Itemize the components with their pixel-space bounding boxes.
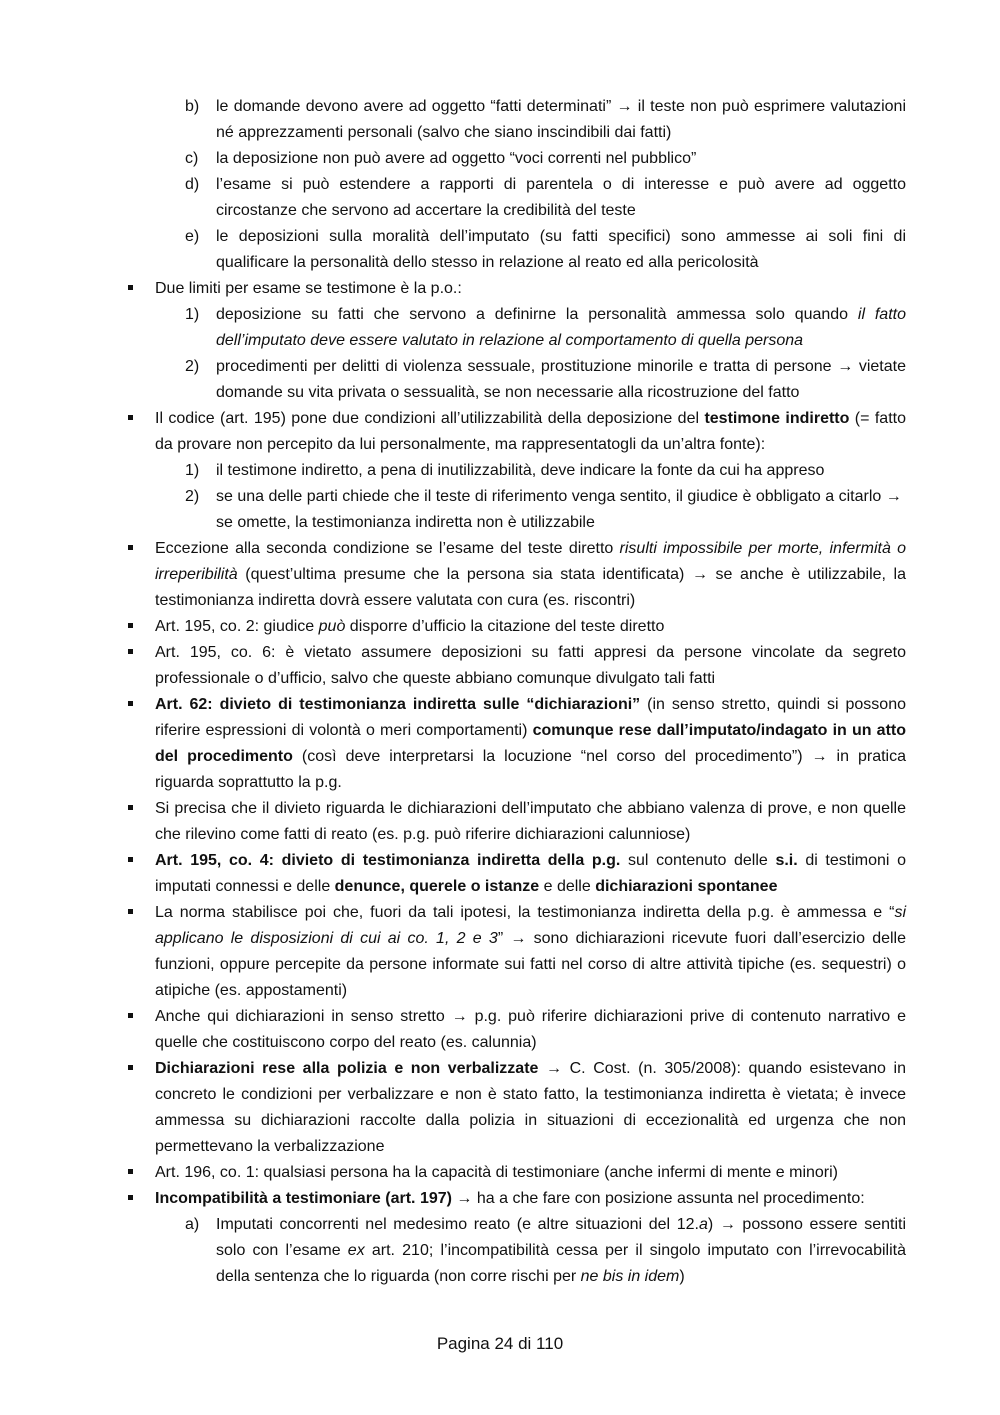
list-item-d: d) l’esame si può estendere a rapporti di parentela o di interesse e può avere ad oggetto circostanze che servono ad accertare la credibilità del teste bbox=[155, 172, 906, 224]
square-bullet-icon bbox=[128, 623, 133, 628]
square-bullet-icon bbox=[128, 1065, 133, 1070]
arrow-icon: → bbox=[837, 358, 854, 375]
list-item-2: 2) se una delle parti chiede che il teste di riferimento venga sentito, il giudice è obbligato a citarlo → se omette, la testimonianza indiretta non è utilizzabile bbox=[155, 484, 906, 536]
square-bullet-icon bbox=[128, 909, 133, 914]
list-item-e: e) le deposizioni sulla moralità dell’imputato (su fatti specifici) sono ammesse ai soli fini di qualificare la personalità dello stesso in relazione al reato ed alla pericolosità bbox=[155, 224, 906, 276]
square-bullet-icon bbox=[128, 415, 133, 420]
arrow-icon: → bbox=[885, 488, 902, 505]
list-marker: 2) bbox=[185, 488, 200, 505]
arrow-icon: → bbox=[456, 1190, 473, 1207]
bullet-item: Art. 195, co. 4: divieto di testimonianza indiretta della p.g. sul contenuto delle s.i. di testimoni o imputati connessi e delle denunce, querele o istanze e delle dichiarazioni spontanee bbox=[155, 848, 906, 900]
arrow-icon: → bbox=[510, 930, 527, 947]
list-marker: 1) bbox=[185, 462, 200, 479]
arrow-icon: → bbox=[451, 1008, 468, 1025]
square-bullet-icon bbox=[128, 1195, 133, 1200]
arrow-icon: → bbox=[719, 1216, 736, 1233]
bullet-item: La norma stabilisce poi che, fuori da tali ipotesi, la testimonianza indiretta della p.g. è ammessa e “si applicano le disposizioni di cui ai co. 1, 2 e 3” → sono dichiarazioni ricevute fuori dall’esercizio delle funzioni, oppure percepite da persone informate sui fatti nel corso di altre attività tipiche (es. sequestri) o atipiche (es. appostamenti) bbox=[155, 900, 906, 1004]
bullet-item: Il codice (art. 195) pone due condizioni all’utilizzabilità della deposizione del testimone indiretto (= fatto da provare non percepito da lui personalmente, ma rappresentatogli da un’altra fonte): bbox=[155, 406, 906, 458]
list-marker: c) bbox=[185, 150, 199, 167]
list-item-2: 2) procedimenti per delitti di violenza sessuale, prostituzione minorile e tratta di persone → vietate domande su vita privata o sessualità, se non necessarie alla ricostruzione del fatto bbox=[155, 354, 906, 406]
bullet-item: Anche qui dichiarazioni in senso stretto → p.g. può riferire dichiarazioni prive di contenuto narrativo e quelle che costituiscono corpo del reato (es. calunnia) bbox=[155, 1004, 906, 1056]
list-item-1: 1) il testimone indiretto, a pena di inutilizzabilità, deve indicare la fonte da cui ha appreso bbox=[155, 458, 906, 484]
list-item-a: a) Imputati concorrenti nel medesimo reato (e altre situazioni del 12.a) → possono essere sentiti solo con l’esame ex art. 210; l’incompatibilità cessa per il singolo imputato con l’irrevocabilità della sentenza che lo riguarda (non corre rischi per ne bis in idem) bbox=[155, 1212, 906, 1290]
square-bullet-icon bbox=[128, 1013, 133, 1018]
list-marker: e) bbox=[185, 228, 200, 245]
square-bullet-icon bbox=[128, 545, 133, 550]
bullet-item: Incompatibilità a testimoniare (art. 197) → ha a che fare con posizione assunta nel procedimento: bbox=[155, 1186, 906, 1212]
list-item-c: c) la deposizione non può avere ad oggetto “voci correnti nel pubblico” bbox=[155, 146, 906, 172]
arrow-icon: → bbox=[691, 566, 708, 583]
arrow-icon: → bbox=[616, 98, 633, 115]
list-marker: 1) bbox=[185, 306, 200, 323]
list-marker: b) bbox=[185, 98, 200, 115]
bullet-item: Art. 196, co. 1: qualsiasi persona ha la capacità di testimoniare (anche infermi di mente e minori) bbox=[155, 1160, 906, 1186]
square-bullet-icon bbox=[128, 857, 133, 862]
square-bullet-icon bbox=[128, 1169, 133, 1174]
bullet-item: Art. 62: divieto di testimonianza indiretta sulle “dichiarazioni” (in senso stretto, quindi si possono riferire espressioni di volontà o meri comportamenti) comunque rese dall’imputato/indagato in un atto del procedimento (così deve interpretarsi la locuzione “nel corso del procedimento”) → in pratica riguarda soprattutto la p.g. bbox=[155, 692, 906, 796]
list-marker: 2) bbox=[185, 358, 200, 375]
bullet-item: Eccezione alla seconda condizione se l’esame del teste diretto risulti impossibile per morte, infermità o irreperibilità (quest’ultima presume che la persona sia stata identificata) → se anche è utilizzabile, la testimonianza indiretta dovrà essere valutata con cura (es. riscontri) bbox=[155, 536, 906, 614]
arrow-icon: → bbox=[811, 748, 828, 765]
bullet-item: Art. 195, co. 2: giudice può disporre d’ufficio la citazione del teste diretto bbox=[155, 614, 906, 640]
page-footer: Pagina 24 di 110 bbox=[436, 1334, 564, 1353]
bullet-item: Due limiti per esame se testimone è la p.o.: bbox=[155, 276, 906, 302]
list-marker: a) bbox=[185, 1216, 200, 1233]
list-item-b: b) le domande devono avere ad oggetto “fatti determinati” → il teste non può esprimere valutazioni né apprezzamenti personali (salvo che siano inscindibili dai fatti) bbox=[155, 94, 906, 146]
square-bullet-icon bbox=[128, 649, 133, 654]
square-bullet-icon bbox=[128, 701, 133, 706]
arrow-icon: → bbox=[546, 1060, 563, 1077]
list-marker: d) bbox=[185, 176, 200, 193]
page-content bbox=[155, 94, 906, 1290]
list-item-1: 1) deposizione su fatti che servono a definirne la personalità ammessa solo quando il fatto dell’imputato deve essere valutato in relazione al comportamento di quella persona bbox=[155, 302, 906, 354]
bullet-item: Dichiarazioni rese alla polizia e non verbalizzate → C. Cost. (n. 305/2008): quando esistevano in concreto le condizioni per verbalizzare e non è stato fatto, la testimonianza indiretta è vietata; è invece ammessa su dichiarazioni raccolte dalla polizia in situazioni di eccezionalità ed urgenza che non permettevano la verbalizzazione bbox=[155, 1056, 906, 1160]
square-bullet-icon bbox=[128, 805, 133, 810]
square-bullet-icon bbox=[128, 285, 133, 290]
bullet-item: Si precisa che il divieto riguarda le dichiarazioni dell’imputato che abbiano valenza di prove, e non quelle che rilevino come fatti di reato (es. p.g. può riferire dichiarazioni calunniose) bbox=[155, 796, 906, 848]
bullet-item: Art. 195, co. 6: è vietato assumere deposizioni su fatti appresi da persone vincolate da segreto professionale o d’ufficio, salvo che queste abbiano comunque divulgato tali fatti bbox=[155, 640, 906, 692]
